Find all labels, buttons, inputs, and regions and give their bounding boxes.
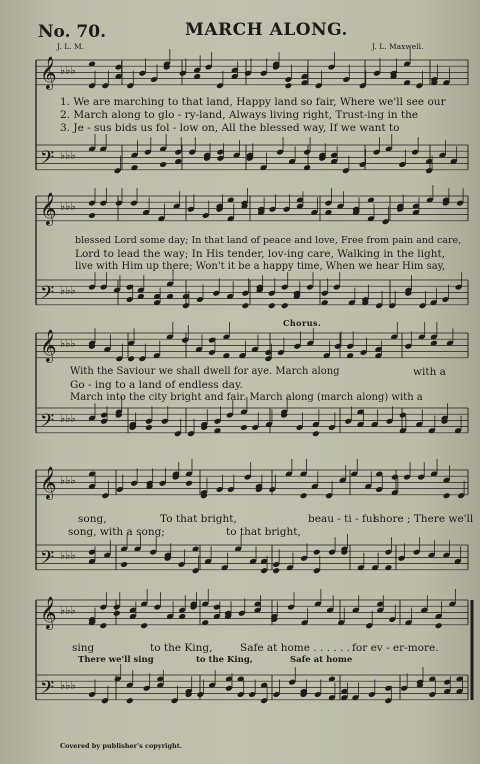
lyric-s5-there-well-sing: There we'll sing bbox=[78, 655, 154, 665]
lyric-s4-shore: shore ; There we'll bbox=[374, 513, 474, 525]
note-head bbox=[241, 302, 249, 309]
lyric-verse-1-line-1: 1. We are marching to that land, Happy land so fair, Where we'll see our bbox=[60, 96, 446, 108]
treble-clef: 𝄞 bbox=[40, 466, 57, 499]
lyric-s5-safe-at-home: Safe at home . . . . . . bbox=[240, 642, 351, 654]
bass-clef: 𝄢 bbox=[40, 283, 55, 308]
note-head bbox=[443, 492, 451, 499]
lyric-s4-to-that-bright: To that bright, bbox=[160, 513, 237, 525]
note-head bbox=[185, 480, 193, 487]
note-head bbox=[268, 302, 276, 309]
treble-clef-flats: ♭♭♭ bbox=[60, 64, 76, 77]
treble-clef: 𝄞 bbox=[40, 596, 57, 629]
note-head bbox=[240, 424, 248, 431]
treble-clef: 𝄞 bbox=[40, 329, 57, 362]
note-head bbox=[140, 622, 148, 629]
hymn-number: No. 70. bbox=[38, 22, 106, 42]
lyric-s5-forevermore: for ev - er-more. bbox=[352, 642, 439, 654]
lyric-chorus-line-2: Go - ing to a land of endless day. bbox=[70, 379, 243, 391]
treble-clef-flats: ♭♭♭ bbox=[60, 604, 76, 617]
bass-clef: 𝄢 bbox=[40, 411, 55, 436]
note-head bbox=[88, 212, 96, 219]
bass-clef: 𝄢 bbox=[40, 148, 55, 173]
lyric-s4-song: song, bbox=[78, 513, 107, 525]
lyric-chorus-with-a: with a bbox=[413, 366, 446, 378]
note-head bbox=[159, 161, 167, 168]
treble-clef-flats: ♭♭♭ bbox=[60, 474, 76, 487]
chorus-label: Chorus. bbox=[283, 318, 322, 328]
lyric-s5-safe-at-home-2: Safe at home bbox=[290, 655, 353, 665]
treble-clef-flats: ♭♭♭ bbox=[60, 337, 76, 350]
note-head bbox=[435, 622, 443, 629]
treble-clef: 𝄞 bbox=[40, 56, 57, 89]
bass-clef-flats: ♭♭♭ bbox=[60, 412, 76, 425]
note-head bbox=[281, 302, 289, 309]
lyric-s5-to-the-king: to the King, bbox=[150, 642, 213, 654]
copyright-footer: Covered by publisher's copyright. bbox=[60, 742, 183, 750]
note-head bbox=[145, 424, 153, 431]
lyric-verse-2-line-2: Lord to lead the way; In His tender, lov-ing care, Walking in the light, bbox=[75, 248, 446, 260]
note-head bbox=[99, 622, 107, 629]
bass-clef-flats: ♭♭♭ bbox=[60, 549, 76, 562]
lyric-verse-3-line-2: live with Him up there; Won't it be a happy time, When we hear Him say, bbox=[75, 261, 446, 272]
lyric-s5-sing: sing bbox=[72, 642, 95, 654]
lyric-chorus-line-3: March into the city bright and fair. March along (march along) with a bbox=[70, 392, 423, 403]
bass-clef: 𝄢 bbox=[40, 548, 55, 573]
bass-clef-flats: ♭♭♭ bbox=[60, 149, 76, 162]
lyric-chorus-line-1: With the Saviour we shall dwell for aye. March along bbox=[70, 366, 340, 377]
lyric-verse-1-line-2: blessed Lord some day; In that land of peace and love, Free from pain and care, bbox=[75, 235, 462, 246]
words-author: J. L. M. bbox=[57, 42, 85, 51]
note-head bbox=[126, 697, 134, 704]
lyric-verse-3-line-1: 3. Je - sus bids us fol - low on, All the blessed way, If we want to bbox=[60, 122, 400, 134]
note-head bbox=[300, 492, 308, 499]
note-head bbox=[272, 567, 280, 574]
music-author: J. L. Maxwell. bbox=[372, 42, 424, 51]
bass-clef-flats: ♭♭♭ bbox=[60, 284, 76, 297]
lyric-s4-beautiful: beau - ti - ful bbox=[308, 513, 376, 525]
lyric-s5-to-the-king-2: to the King, bbox=[196, 655, 253, 665]
treble-clef-flats: ♭♭♭ bbox=[60, 200, 76, 213]
lyric-s4-song-with-a-song: song, with a song; bbox=[68, 526, 165, 538]
note-head bbox=[312, 430, 320, 437]
bass-clef-flats: ♭♭♭ bbox=[60, 679, 76, 692]
lyric-verse-2-line-1: 2. March along to glo - ry-land, Always living right, Trust-ing in the bbox=[60, 109, 419, 121]
treble-clef: 𝄞 bbox=[40, 192, 57, 225]
note-head bbox=[113, 610, 121, 617]
bass-clef: 𝄢 bbox=[40, 678, 55, 703]
lyric-s4-to-that-bright-2: to that bright, bbox=[226, 526, 301, 538]
hymn-title: MARCH ALONG. bbox=[185, 20, 348, 40]
note-head bbox=[313, 549, 321, 556]
note-head bbox=[120, 561, 128, 568]
note-head bbox=[284, 82, 292, 89]
